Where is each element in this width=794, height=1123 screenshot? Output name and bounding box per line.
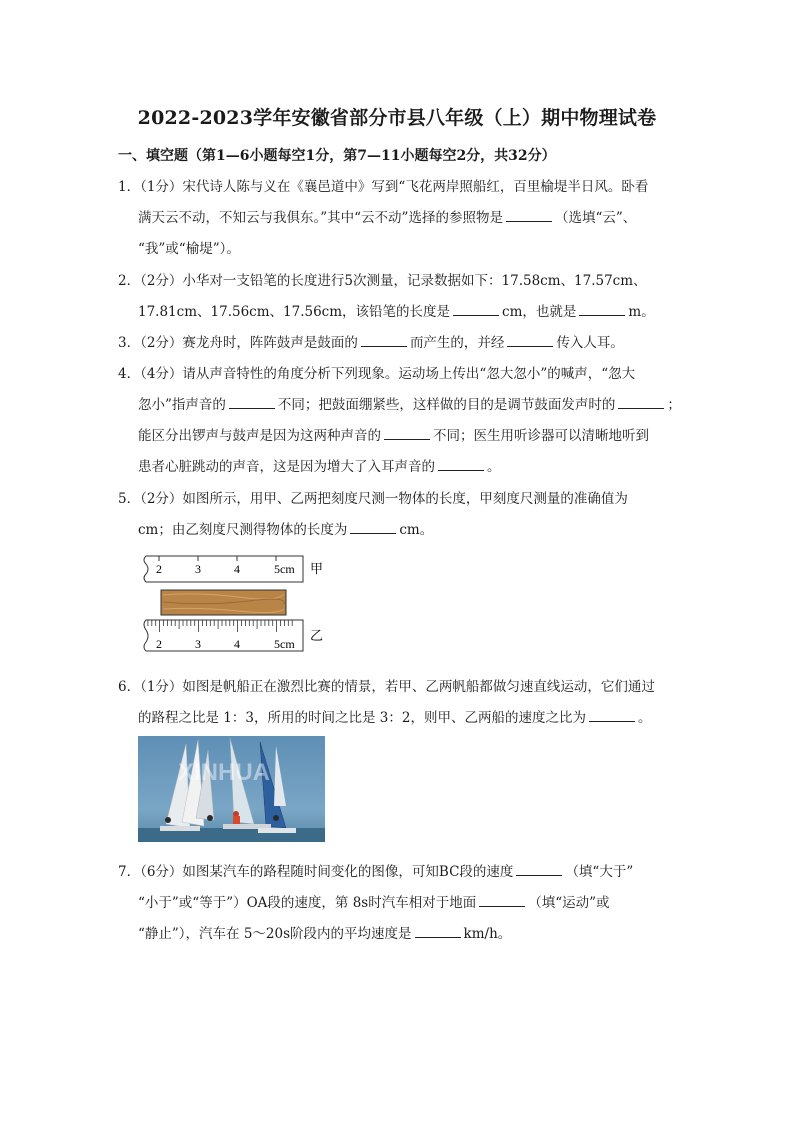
ruler-label-yi: 乙 [310,629,324,644]
question-number: 1． [118,179,141,195]
question-6: 6．（1分）如图是帆船正在激烈比赛的情景，若甲、乙两帆船都做匀速直线运动，它们通过 的路程之比是 1：3，所用的时间之比是 3：2，则甲、乙两船的速度之比为 。 [118,679,655,726]
question-4: 4．（4分）请从声音特性的角度分析下列现象。运动场上传出“忽大忽小”的喊声，“忽大 忽小”指声音的 不同；把鼓面绷紧些，这样做的目的是调节鼓面发声时的 ； 能区分出锣声与鼓声是因为这两种声音的 不同；医生用听诊器可以清晰地听到 患者心脏跳动的声音，这是因为增大了入耳声音的 。 [118,366,681,475]
question-5: 5．（2分）如图所示，用甲、乙两把刻度尺测一物体的长度，甲刻度尺测量的准确值为 cm；由乙刻度尺测得物体的长度为 cm。 [118,491,628,538]
answer-blank[interactable] [384,426,430,440]
tick-label: 2 [156,562,162,576]
answer-blank[interactable] [479,893,525,907]
answer-blank[interactable] [589,708,635,722]
wood-block [161,590,286,615]
answer-blank[interactable] [618,395,664,409]
tick-label: 2 [156,637,162,651]
tick-label: 3 [195,637,201,651]
answer-blank[interactable] [516,862,562,876]
question-number: 6． [118,679,141,695]
question-number: 3． [118,335,141,351]
answer-blank[interactable] [579,302,625,316]
answer-blank[interactable] [507,333,553,347]
sailboat-photo [138,736,325,842]
question-number: 7． [118,864,141,880]
tick-label: 4 [234,637,240,651]
question-2: 2．（2分）小华对一支铅笔的长度进行5次测量，记录数据如下：17.58cm、17.57cm、 17.81cm、17.56cm、17.56cm，该铅笔的长度是 cm，也就是 m。 [118,273,655,320]
question-7: 7．（6分）如图某汽车的路程随时间变化的图像，可知BC段的速度 （填“大于” “小于”或“等于”）OA段的速度，第 8s时汽车相对于地面 （填“运动”或 “静止”），汽车在 5～20s阶段内的平均速度是 km/h。 [118,864,634,942]
ruler-yi [144,620,323,651]
answer-blank[interactable] [453,302,499,316]
question-3: 3．（2分）赛龙舟时，阵阵鼓声是鼓面的 而产生的，并经 传入人耳。 [118,335,624,351]
tick-label: 4 [234,562,240,576]
answer-blank[interactable] [438,457,484,471]
question-1: 1．（1分）宋代诗人陈与义在《襄邑道中》写到“飞花两岸照船红，百里榆堤半日风。卧看 满天云不动，不知云与我俱东。”其中“云不动”选择的参照物是 （选填“云”、 “我”或“榆堤”）。 [118,179,649,257]
answer-blank[interactable] [415,924,461,938]
tick-label: 5cm [274,637,295,651]
question-number: 2． [118,273,141,289]
ruler-label-jia: 甲 [310,562,324,577]
answer-blank[interactable] [229,395,275,409]
section-heading: 一、填空题（第1—6小题每空1分，第7—11小题每空2分，共32分） [118,148,556,164]
answer-blank[interactable] [361,333,407,347]
answer-blank[interactable] [350,520,396,534]
tick-label: 3 [195,562,201,576]
tick-label: 5cm [274,562,295,576]
question-number: 4． [118,366,141,382]
photo-watermark: XINHUA [178,759,271,786]
ruler-figure [138,552,338,652]
page-title: 2022-2023学年安徽省部分市县八年级（上）期中物理试卷 [137,107,657,129]
answer-blank[interactable] [506,208,552,222]
ruler-jia [144,556,323,582]
question-number: 5． [118,491,141,507]
